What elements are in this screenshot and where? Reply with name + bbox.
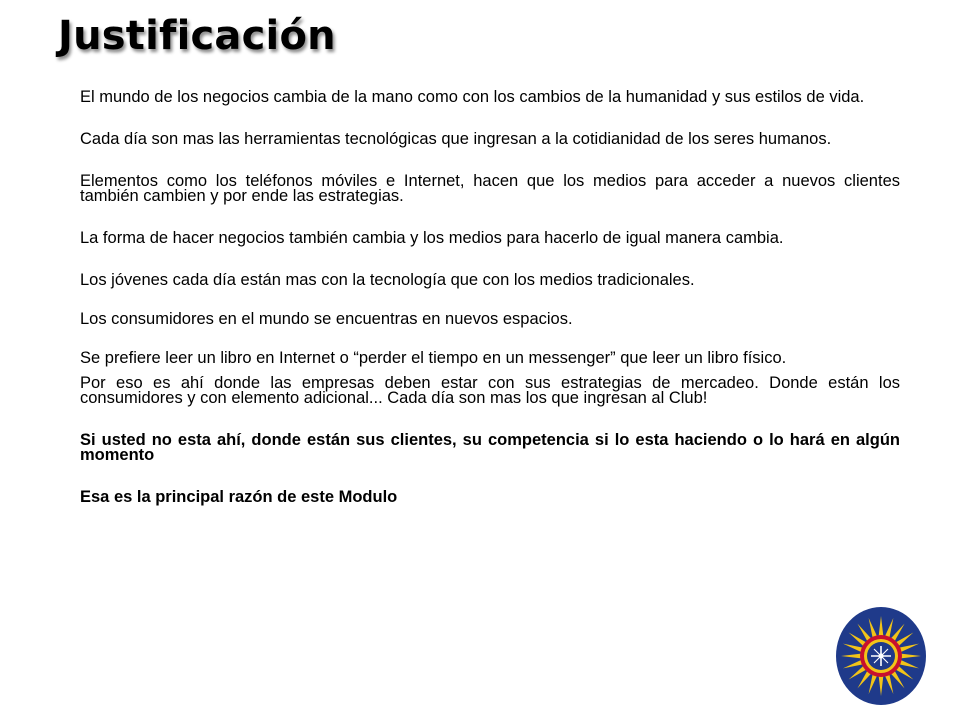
paragraph-youth-technology: Los jóvenes cada día están mas con la tecnología que con los medios tradicionales.	[80, 271, 695, 289]
paragraph-module-reason: Esa es la principal razón de este Modulo	[80, 488, 398, 506]
paragraph-competition-warning: Si usted no esta ahí, donde están sus clientes, su competencia si lo esta haciendo o lo hará en algún momento	[80, 431, 900, 464]
paragraph-consumers-spaces: Los consumidores en el mundo se encuentras en nuevos espacios.	[80, 310, 573, 328]
paragraph-business-change: La forma de hacer negocios también cambia y los medios para hacerlo de igual manera cambia.	[80, 229, 784, 247]
university-seal-icon	[835, 606, 927, 706]
paragraph-technology-tools: Cada día son mas las herramientas tecnológicas que ingresan a la cotidianidad de los seres humanos.	[80, 130, 832, 148]
paragraph-read-internet: Se prefiere leer un libro en Internet o “perder el tiempo en un messenger” que leer un libro físico.	[80, 349, 787, 367]
slide-body	[80, 90, 900, 505]
paragraph-mobile-internet: Elementos como los teléfonos móviles e Internet, hacen que los medios para acceder a nuevos clientes también cambien y por ende las estrategias.	[80, 172, 900, 205]
seal-emblem-center	[879, 654, 884, 659]
paragraph-business-world: El mundo de los negocios cambia de la mano como con los cambios de la humanidad y sus estilos de vida.	[80, 88, 865, 106]
slide-title: Justificación	[58, 13, 336, 59]
paragraph-companies-strategies: Por eso es ahí donde las empresas deben estar con sus estrategias de mercadeo. Donde están los consumidores y con elemento adicional... Cada día son mas los que ingresan al Club!	[80, 374, 900, 407]
